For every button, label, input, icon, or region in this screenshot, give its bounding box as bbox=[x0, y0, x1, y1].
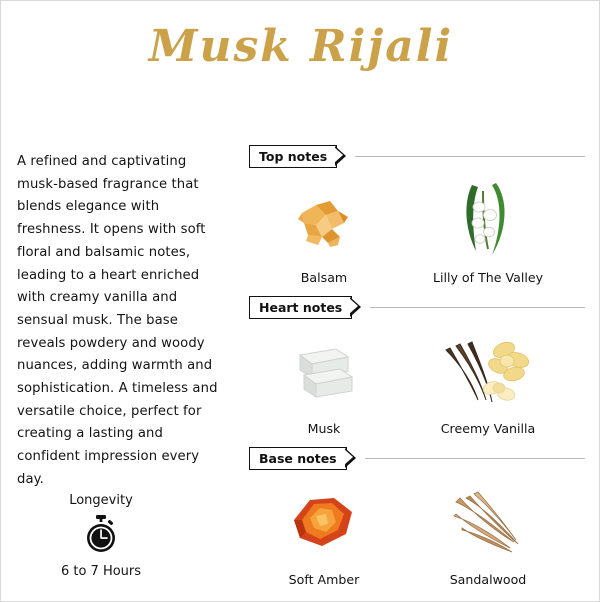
note-item bbox=[413, 174, 563, 285]
note-item bbox=[249, 476, 399, 587]
section-divider bbox=[370, 307, 585, 308]
musk-blocks-image bbox=[249, 325, 399, 417]
sandalwood-sticks-image bbox=[413, 476, 563, 568]
longevity-block bbox=[21, 493, 181, 579]
section-items bbox=[249, 476, 585, 587]
vanilla-orchid-image bbox=[413, 325, 563, 417]
note-label: Musk bbox=[307, 421, 341, 436]
lily-of-the-valley-image bbox=[413, 174, 563, 266]
note-label: Lilly of The Valley bbox=[432, 270, 544, 285]
section-header bbox=[249, 446, 585, 470]
notes-panel bbox=[249, 144, 585, 587]
description-text: A refined and captivating musk-based fragrance that blends elegance with freshness. It opens with soft floral and balsamic notes, leading to a heart enriched with creamy vanilla and sensual musk. The base reveals powdery and woody nuances, adding warmth and sophistication. A timeless and versatile choice, perfect for creating a lasting and confident impression every day. bbox=[17, 154, 218, 487]
note-item bbox=[249, 174, 399, 285]
section-tag-base-notes: Base notes bbox=[249, 447, 347, 470]
note-item bbox=[249, 325, 399, 436]
section-divider bbox=[355, 156, 585, 157]
balsam-resin-image bbox=[249, 174, 399, 266]
section-tag-top-notes: Top notes bbox=[249, 145, 337, 168]
section-items bbox=[249, 174, 585, 285]
section-divider bbox=[365, 458, 585, 459]
section-base-notes bbox=[249, 446, 585, 587]
note-label: Sandalwood bbox=[449, 572, 527, 587]
section-heart-notes bbox=[249, 295, 585, 436]
page-title bbox=[1, 23, 600, 71]
note-item bbox=[413, 476, 563, 587]
amber-stone-image bbox=[249, 476, 399, 568]
section-header bbox=[249, 295, 585, 319]
note-label: Soft Amber bbox=[288, 572, 360, 587]
title-text: Musk Rijali bbox=[148, 21, 454, 72]
section-top-notes bbox=[249, 144, 585, 285]
note-label: Balsam bbox=[300, 270, 348, 285]
note-item bbox=[413, 325, 563, 436]
section-header bbox=[249, 144, 585, 168]
longevity-value: 6 to 7 Hours bbox=[60, 564, 142, 579]
note-label: Creemy Vanilla bbox=[440, 421, 536, 436]
section-items bbox=[249, 325, 585, 436]
section-tag-heart-notes: Heart notes bbox=[249, 296, 352, 319]
stopwatch-icon bbox=[21, 514, 181, 558]
tag-arrow-icon bbox=[336, 146, 347, 167]
tag-arrow-icon bbox=[346, 448, 357, 469]
tag-arrow-icon bbox=[351, 297, 362, 318]
longevity-label: Longevity bbox=[69, 493, 133, 508]
